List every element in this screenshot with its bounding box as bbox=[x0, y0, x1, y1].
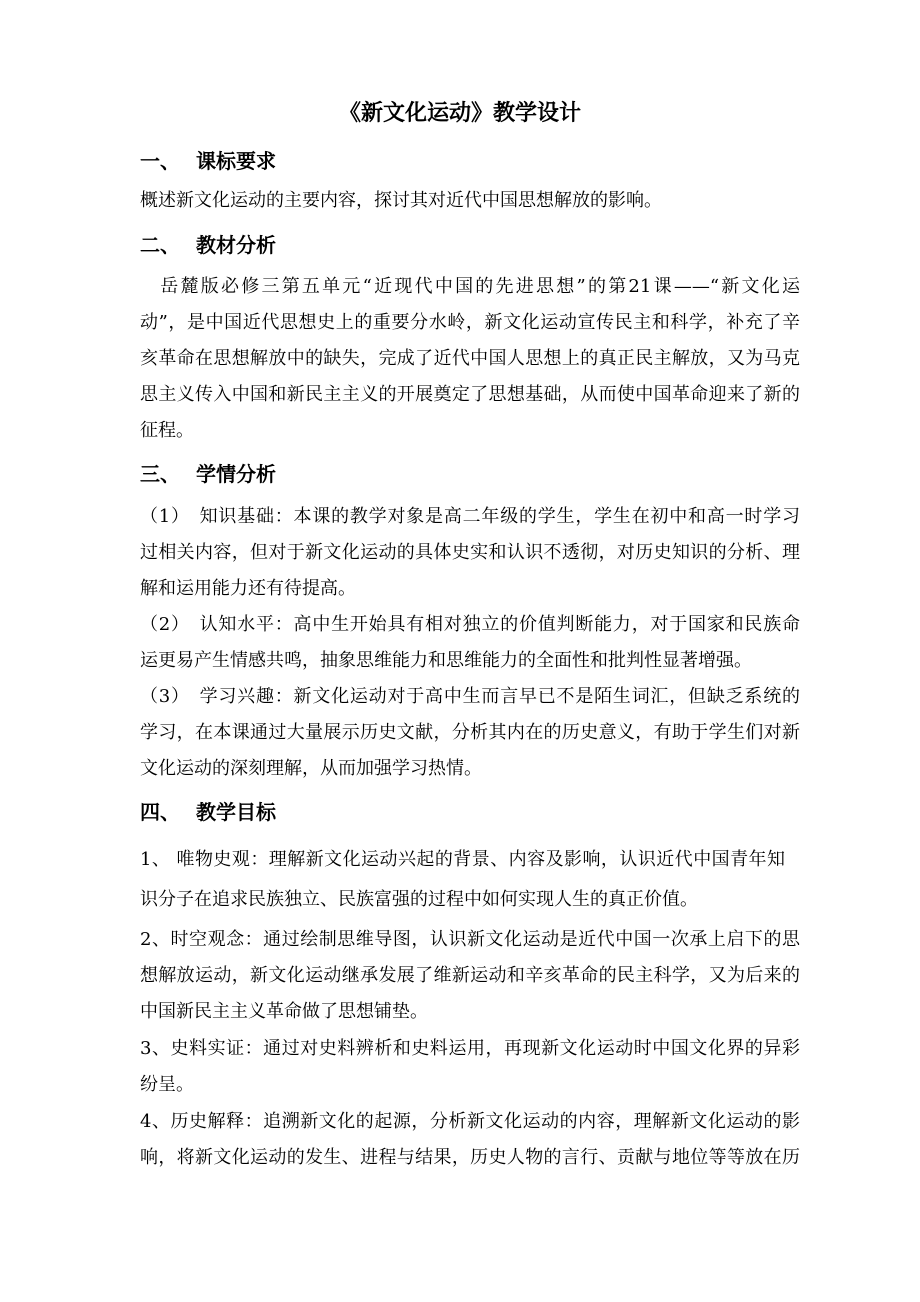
section-heading-4: 四、 教学目标 bbox=[140, 800, 276, 824]
paragraph-line: 纷呈。 bbox=[140, 1074, 194, 1095]
paragraph-line: （1） 知识基础：本课的教学对象是高二年级的学生，学生在初中和高一时学习 bbox=[140, 506, 800, 527]
paragraph-line: 1、 唯物史观：理解新文化运动兴起的背景、内容及影响，认识近代中国青年知 bbox=[140, 849, 785, 870]
section-heading-1: 一、 课标要求 bbox=[140, 149, 276, 173]
paragraph-line: （2） 认知水平：高中生开始具有相对独立的价值判断能力，对于国家和民族命 bbox=[140, 614, 800, 635]
paragraph-line: （3） 学习兴趣：新文化运动对于高中生而言早已不是陌生词汇，但缺乏系统的 bbox=[140, 686, 800, 707]
paragraph-line: 3、史料实证：通过对史料辨析和史料运用，再现新文化运动时中国文化界的异彩 bbox=[140, 1038, 800, 1059]
paragraph-line: 响，将新文化运动的发生、进程与结果，历史人物的言行、贡献与地位等等放在历 bbox=[140, 1147, 800, 1168]
paragraph-line: 中国新民主主义革命做了思想铺垫。 bbox=[140, 1001, 428, 1022]
paragraph-line: 征程。 bbox=[140, 420, 194, 441]
paragraph-line: 动”，是中国近代思想史上的重要分水岭，新文化运动宣传民主和科学，补充了辛 bbox=[140, 312, 800, 333]
paragraph-line: 4、历史解释：追溯新文化的起源，分析新文化运动的内容，理解新文化运动的影 bbox=[140, 1111, 800, 1132]
paragraph-line: 学习，在本课通过大量展示历史文献，分析其内在的历史意义，有助于学生们对新 bbox=[140, 722, 800, 743]
paragraph-line: 识分子在追求民族独立、民族富强的过程中如何实现人生的真正价值。 bbox=[140, 889, 698, 910]
paragraph-line: 过相关内容，但对于新文化运动的具体史实和认识不透彻，对历史知识的分析、理 bbox=[140, 542, 800, 563]
paragraph-line: 文化运动的深刻理解，从而加强学习热情。 bbox=[140, 758, 482, 779]
paragraph-line: 解和运用能力还有待提高。 bbox=[140, 578, 356, 599]
section-heading-2: 二、 教材分析 bbox=[140, 233, 276, 257]
paragraph-line: 运更易产生情感共鸣，抽象思维能力和思维能力的全面性和批判性显著增强。 bbox=[140, 650, 752, 671]
paragraph-line: 2、时空观念：通过绘制思维导图，认识新文化运动是近代中国一次承上启下的思 bbox=[140, 929, 800, 950]
document-title: 《新文化运动》教学设计 bbox=[338, 100, 581, 126]
section-heading-3: 三、 学情分析 bbox=[140, 462, 276, 486]
paragraph-line: 想解放运动，新文化运动继承发展了维新运动和辛亥革命的民主科学，又为后来的 bbox=[140, 965, 800, 986]
paragraph-line: 岳麓版必修三第五单元“近现代中国的先进思想”的第21课——“新文化运 bbox=[140, 276, 800, 297]
paragraph-line: 概述新文化运动的主要内容，探讨其对近代中国思想解放的影响。 bbox=[140, 190, 662, 211]
paragraph-line: 思主义传入中国和新民主主义的开展奠定了思想基础，从而使中国革命迎来了新的 bbox=[140, 384, 800, 405]
paragraph-line: 亥革命在思想解放中的缺失，完成了近代中国人思想上的真正民主解放，又为马克 bbox=[140, 348, 800, 369]
